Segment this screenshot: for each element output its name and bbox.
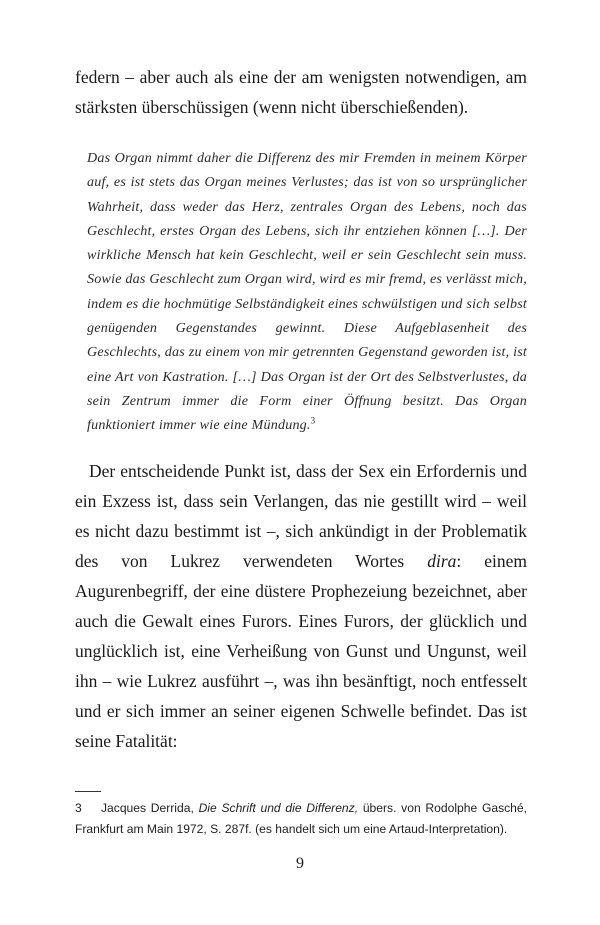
page-content xyxy=(75,62,527,840)
quote-text: Das Organ nimmt daher die Differenz des mir Fremden in meinem Körper auf, es ist stets das Organ meines Verlustes; das ist von so ursprünglicher Wahrheit, dass weder das Herz, zentrales Organ des Lebens, noch das Geschlecht, erstes Organ des Lebens, sich ihr entziehen können […]. Der wirkliche Mensch hat kein Geschlecht, weil er sein Geschlecht sein muss. Sowie das Geschlecht zum Organ wird, wird es mir fremd, es verlässt mich, indem es die hochmütige Selbständigkeit eines schwülstigen und sich selbst genügenden Gegenstandes gewinnt. Diese Aufgeblasenheit des Geschlechts, das zu einem von mir getrennten Gegenstand geworden ist, ist eine Art von Kastration. […] Das Organ ist der Ort des Selbstverlustes, da sein Zentrum immer die Form einer Öffnung besitzt. Das Organ funktioniert immer wie eine Mündung. xyxy=(87,150,527,434)
footnote-reference[interactable]: 3 xyxy=(310,415,316,426)
page-number: 9 xyxy=(296,855,304,872)
paragraph-main-after: : einem Augurenbegriff, der eine düstere Prophezeiung bezeichnet, aber auch die Gewalt eines Furors. Eines Furors, der glücklich und unglücklich ist, eine Verheißung von Gunst und Ungunst, weil ihn – wie Lukrez ausführt –, was ihn besänftigt, noch entfesselt und er sich immer an seiner eigenen Schwelle befindet. Das ist seine Fatalität: xyxy=(75,550,528,751)
emphasized-word: dira xyxy=(427,550,457,571)
paragraph-continuation: federn – aber auch als eine der am wenigsten notwendigen, am stärksten überschüssigen (wenn nicht überschießenden). xyxy=(75,67,527,117)
paragraph-main-before: Der entscheidende Punkt ist, dass der Sex ein Erfordernis und ein Exzess ist, dass sein Verlangen, das nie gestillt wird – weil es nicht dazu bestimmt ist –, sich ankündigt in der Problematik des von Lukrez verwendeten Wortes xyxy=(75,460,527,571)
footnote-rest: übers. von Rodolphe Gasché, Frankfurt am Main 1972, S. 287f. (es handelt sich um eine Artaud-Interpretation). xyxy=(75,800,527,836)
footnote-number: 3 xyxy=(75,800,82,815)
footnote-author: Jacques Derrida, xyxy=(101,800,199,815)
footnote-divider xyxy=(75,791,101,792)
block-quote xyxy=(87,146,527,438)
footnote-title: Die Schrift und die Differenz, xyxy=(198,800,359,815)
paragraph-main xyxy=(75,456,527,756)
footnote xyxy=(75,798,527,840)
